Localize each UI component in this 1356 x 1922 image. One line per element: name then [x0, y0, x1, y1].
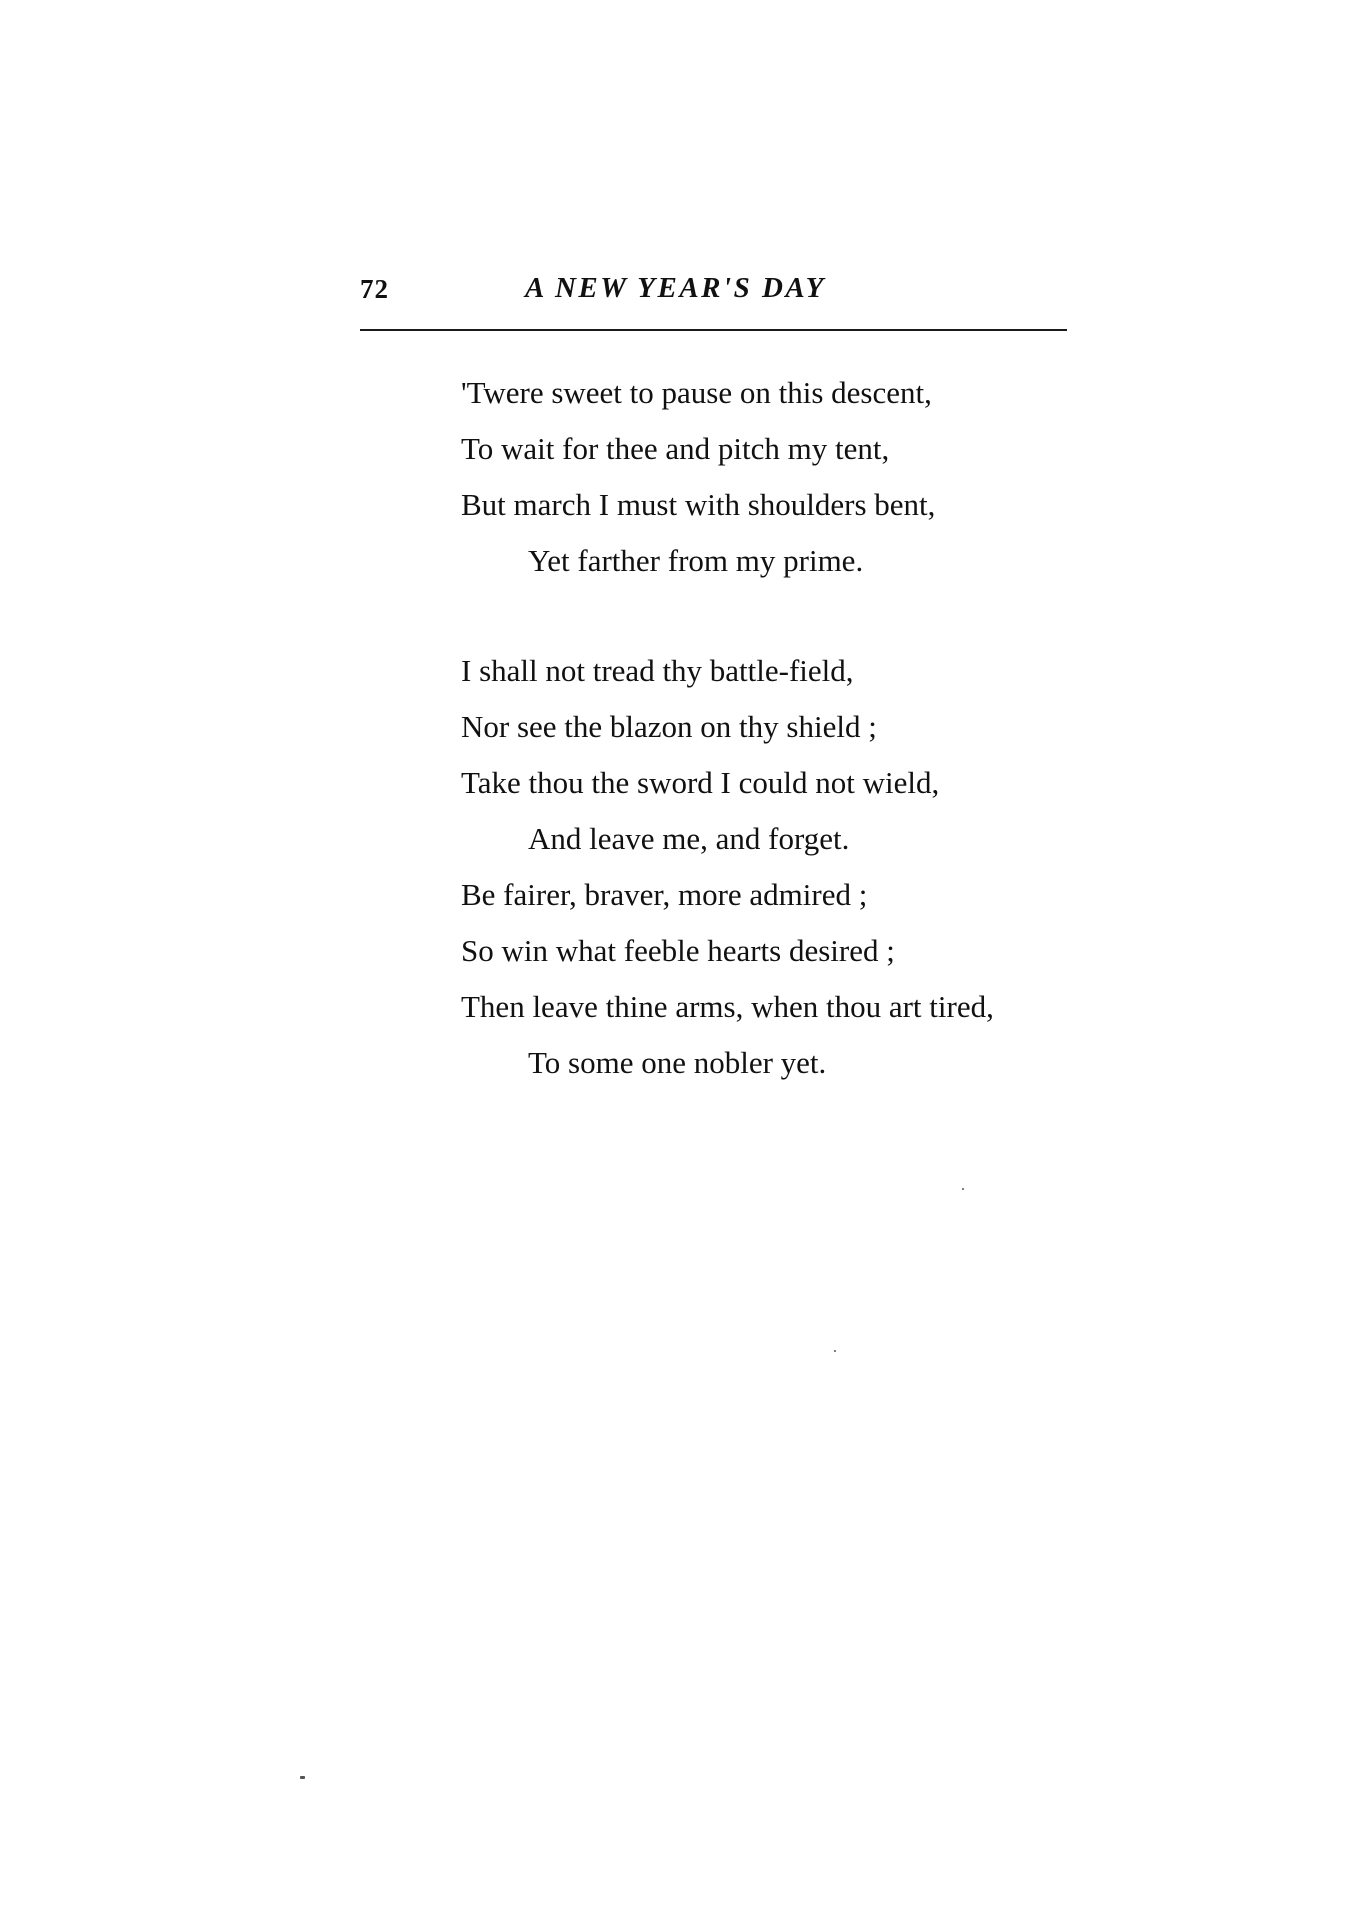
header-rule	[360, 329, 1067, 331]
poem-line-indented: Yet farther from my prime.	[528, 543, 864, 578]
poem-line: Be fairer, braver, more admired ;	[461, 877, 868, 912]
stanza-2	[461, 643, 1101, 1091]
page-number: 72	[360, 274, 389, 304]
print-speck	[962, 1188, 964, 1190]
poem-line: Nor see the blazon on thy shield ;	[461, 709, 877, 744]
poem-line: 'Twere sweet to pause on this descent,	[461, 375, 932, 410]
print-speck	[834, 1350, 836, 1352]
poem-line: Take thou the sword I could not wield,	[461, 765, 940, 800]
print-speck	[300, 1776, 305, 1779]
poem-line: But march I must with shoulders bent,	[461, 487, 936, 522]
stanza-1	[461, 365, 1101, 589]
poem-line-indented: To some one nobler yet.	[528, 1045, 827, 1080]
running-title: A NEW YEAR'S DAY	[525, 272, 826, 304]
poem-line: To wait for thee and pitch my tent,	[461, 431, 890, 466]
poem-line-indented: And leave me, and forget.	[528, 821, 850, 856]
stanza-gap	[461, 589, 1101, 643]
poem-line: So win what feeble hearts desired ;	[461, 933, 895, 968]
poem-line: I shall not tread thy battle-field,	[461, 653, 854, 688]
poem-line: Then leave thine arms, when thou art tired,	[461, 989, 994, 1024]
poem-body	[461, 365, 1101, 1091]
